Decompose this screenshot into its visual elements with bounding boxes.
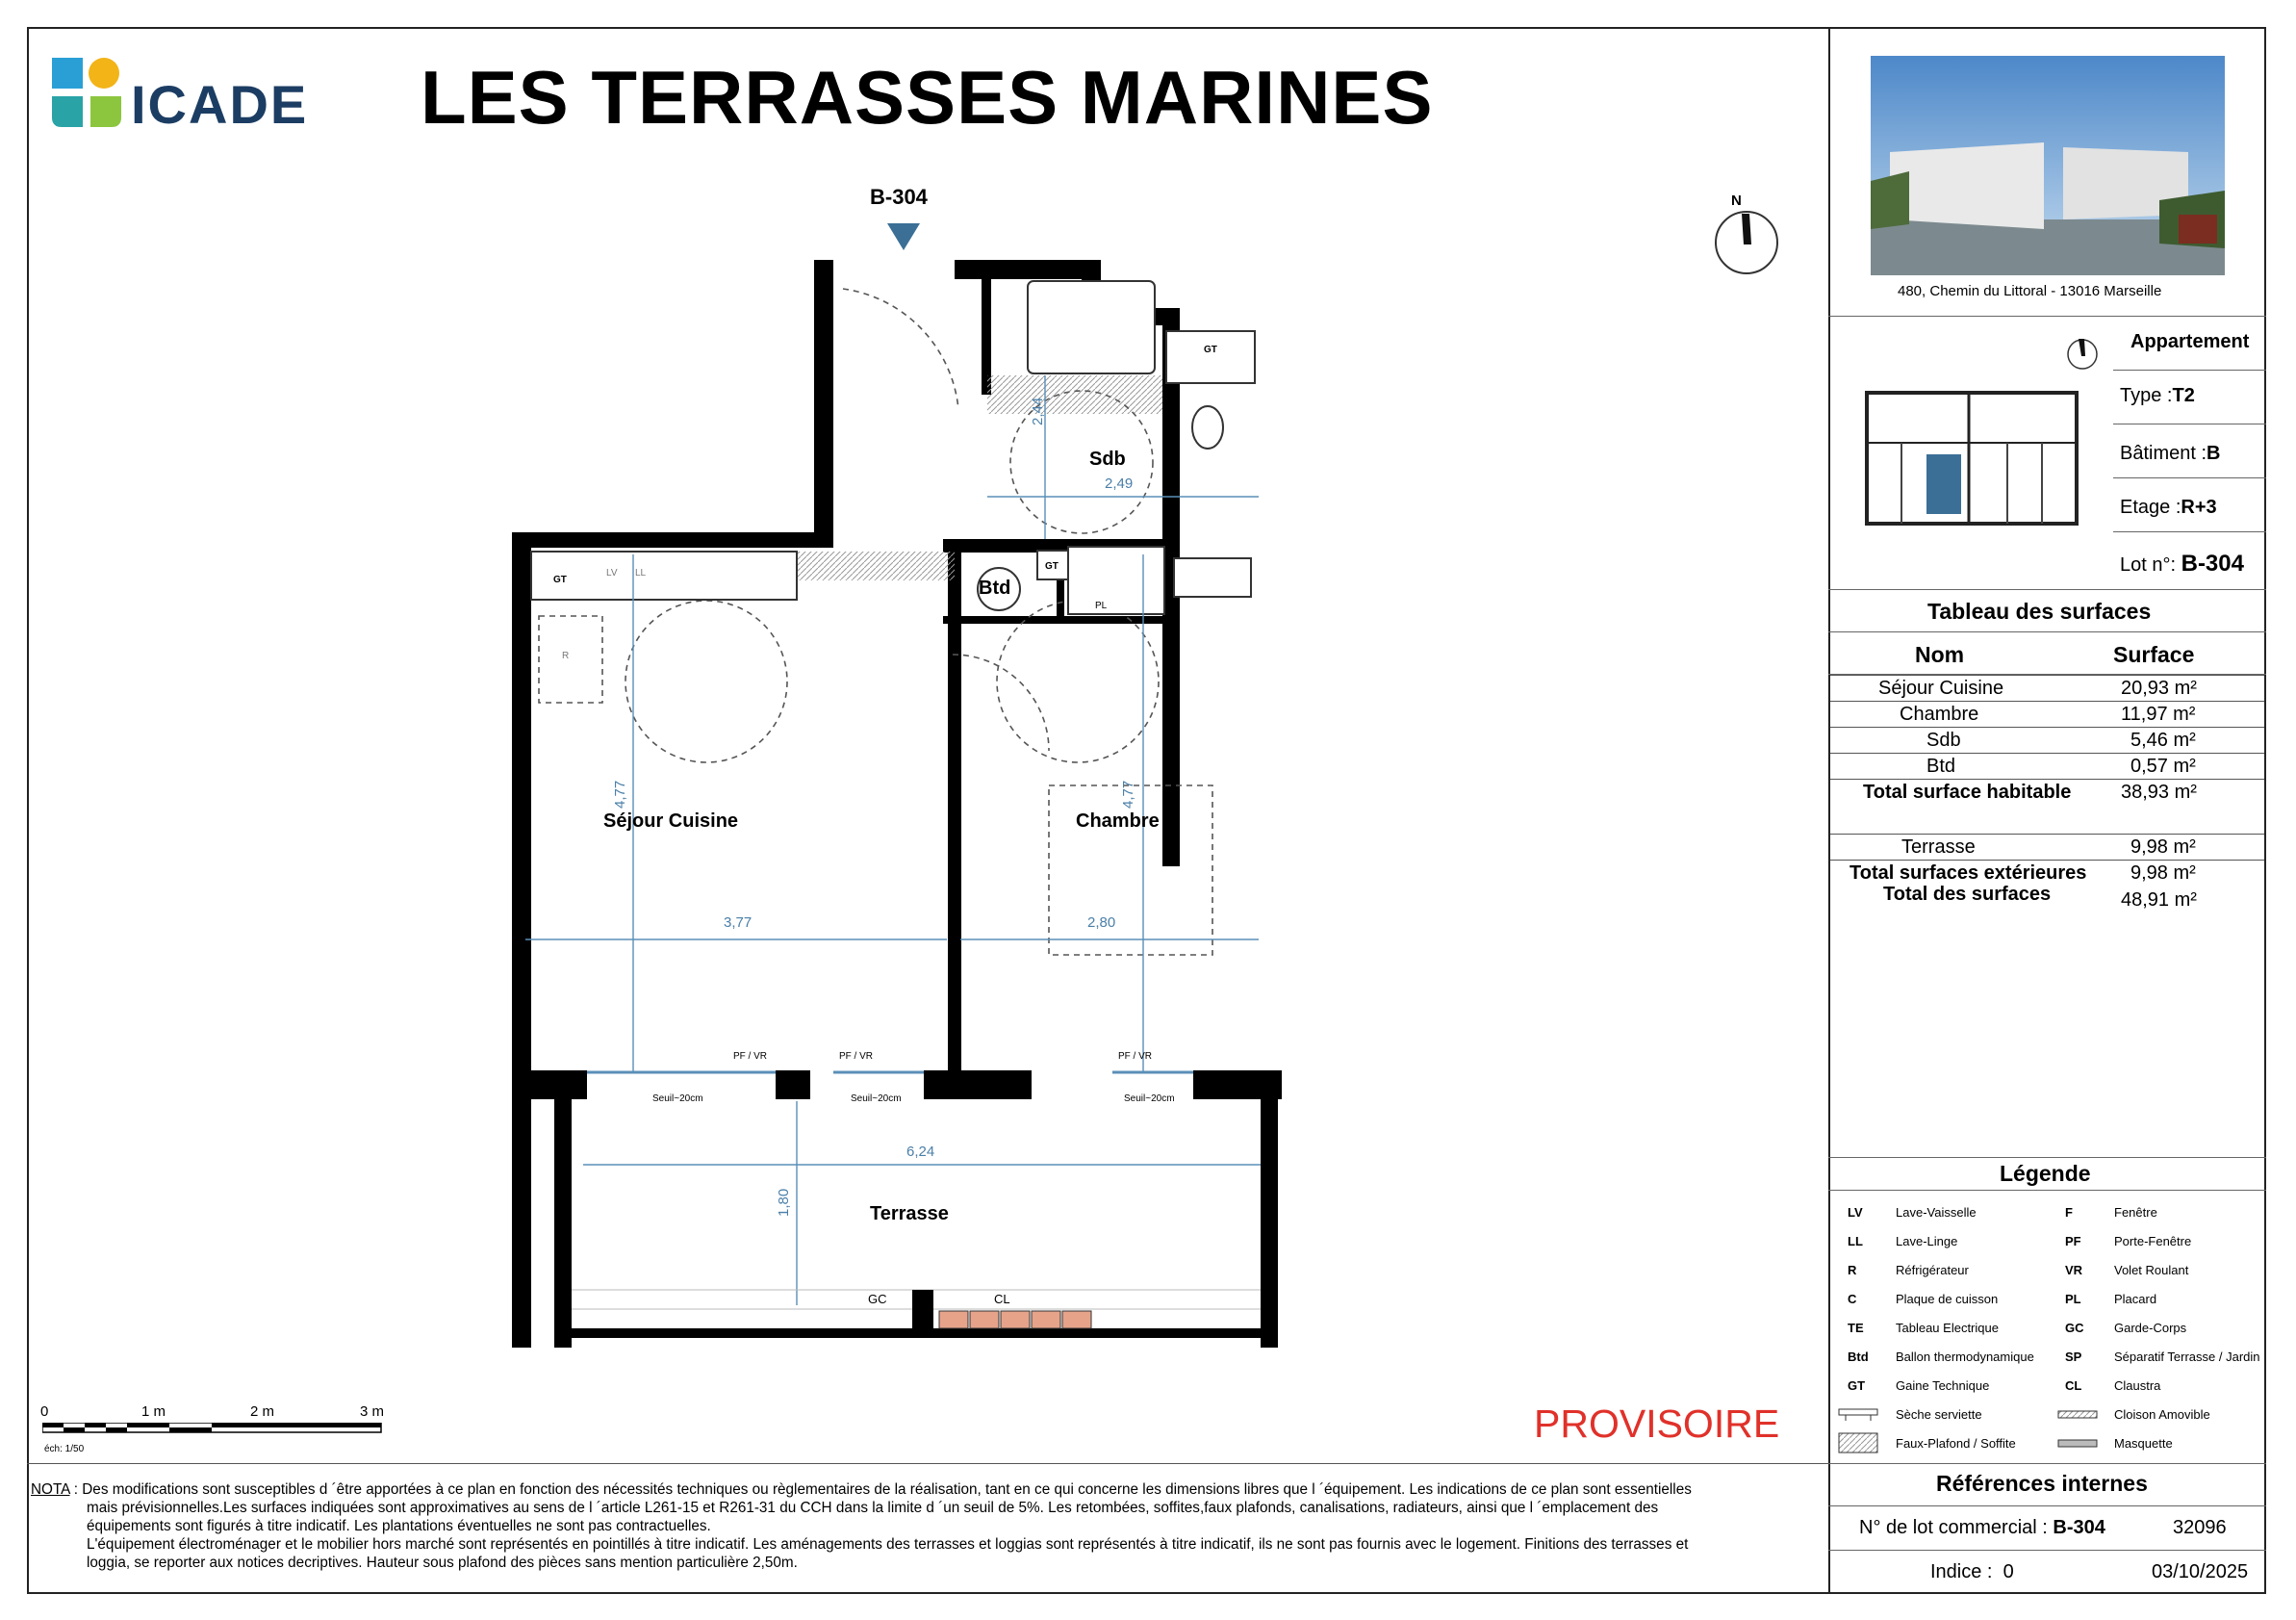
legend-text: Lave-Linge bbox=[1896, 1234, 1958, 1248]
surface-row-name: Chambre bbox=[1900, 704, 1979, 725]
terrasse-row bbox=[1830, 834, 2264, 861]
lot-label: Lot n°: bbox=[2120, 554, 2177, 576]
claustra bbox=[970, 1311, 999, 1328]
claustra bbox=[1062, 1311, 1091, 1328]
wall bbox=[912, 1290, 933, 1332]
soffit bbox=[987, 375, 1162, 414]
date: 03/10/2025 bbox=[2152, 1561, 2249, 1582]
surface-row-name: Btd bbox=[1926, 756, 1956, 777]
type-value: T2 bbox=[2172, 385, 2195, 406]
legend-text: Masquette bbox=[2114, 1436, 2173, 1451]
window-label: PF / VR bbox=[733, 1051, 768, 1062]
window-label: PF / VR bbox=[1118, 1051, 1153, 1062]
total-ext-row bbox=[1830, 860, 2264, 887]
gt-label: GT bbox=[553, 575, 567, 585]
note-line: L'équipement électroménager et le mobilier hors marché sont représentés en pointillés à titre indicatif. Les aménagements des terrasses et loggias sont représentés à titre indicatif, ils ne sont pas fournis avec le logement. Finitions des terrasses et bbox=[87, 1536, 1689, 1553]
note-divider bbox=[27, 1463, 1828, 1464]
kitchen-counter bbox=[531, 552, 797, 600]
scale-bar bbox=[42, 1423, 389, 1436]
towel-dryer-icon bbox=[1838, 1407, 1878, 1423]
total-ext-label: Total surfaces extérieures bbox=[1850, 862, 2087, 884]
icade-logo-icon bbox=[48, 54, 125, 131]
wall bbox=[512, 532, 833, 548]
wall bbox=[554, 1097, 572, 1348]
divider bbox=[1828, 316, 2266, 317]
ref-code: 32096 bbox=[2173, 1517, 2227, 1538]
dim-chambre-height: 4,77 bbox=[1120, 780, 1136, 809]
surface-row-value: 5,46 m² bbox=[2130, 730, 2196, 751]
seuil-label: Seuil~20cm bbox=[1124, 1093, 1175, 1104]
etage-value: R+3 bbox=[2181, 497, 2217, 518]
legend-text: Porte-Fenêtre bbox=[2114, 1234, 2192, 1248]
divider bbox=[1828, 1463, 2266, 1464]
seuil-label: Seuil~20cm bbox=[851, 1093, 902, 1104]
etage-row bbox=[2120, 497, 2217, 519]
scale-ratio: éch: 1/50 bbox=[44, 1444, 85, 1454]
divider bbox=[1828, 1550, 2266, 1551]
building-render-image bbox=[1871, 56, 2225, 275]
total-value: 48,91 m² bbox=[2121, 889, 2197, 911]
room-label-btd: Btd bbox=[979, 578, 1011, 599]
total-habitable-row bbox=[1830, 779, 2264, 828]
divider bbox=[1828, 1190, 2266, 1191]
turning-circle bbox=[625, 601, 787, 762]
wall bbox=[776, 1070, 810, 1099]
fridge-outline bbox=[539, 616, 602, 703]
total-habitable-label: Total surface habitable bbox=[1863, 782, 2072, 803]
gc-label: GC bbox=[868, 1292, 887, 1306]
wall bbox=[814, 260, 833, 544]
lot-marker-label: B-304 bbox=[870, 185, 928, 209]
gt-label: GT bbox=[1204, 345, 1217, 355]
dim-chambre-width: 2,80 bbox=[1087, 914, 1116, 931]
brand-name: ICADE bbox=[131, 74, 309, 135]
terrasse-row-label: Terrasse bbox=[1901, 836, 1976, 858]
surface-row bbox=[1830, 675, 2264, 702]
terrasse-row-value: 9,98 m² bbox=[2130, 836, 2196, 858]
note-label: NOTA bbox=[31, 1481, 70, 1498]
masquette-icon bbox=[2057, 1438, 2098, 1450]
lv-label: LV bbox=[606, 568, 618, 579]
legend-code: TE bbox=[1848, 1321, 1864, 1335]
lot-marker-arrow-icon bbox=[887, 223, 920, 250]
surface-row bbox=[1830, 701, 2264, 728]
legend-text: Tableau Electrique bbox=[1896, 1321, 1999, 1335]
divider bbox=[2113, 370, 2266, 371]
legend-text: Garde-Corps bbox=[2114, 1321, 2187, 1335]
legend-code: C bbox=[1848, 1292, 1857, 1306]
claustra bbox=[1032, 1311, 1060, 1328]
legend-text: Ballon thermodynamique bbox=[1896, 1350, 2034, 1364]
surface-row-value: 11,97 m² bbox=[2121, 704, 2196, 725]
legend-code: R bbox=[1848, 1263, 1857, 1277]
col-nom-header: Nom bbox=[1915, 642, 1965, 667]
wall bbox=[955, 260, 1101, 279]
indice-label: Indice : bbox=[1930, 1561, 1993, 1582]
claustra bbox=[939, 1311, 968, 1328]
legend-text: Séparatif Terrasse / Jardin bbox=[2114, 1350, 2260, 1364]
room-label-terrasse: Terrasse bbox=[870, 1203, 949, 1224]
total-habitable-value: 38,93 m² bbox=[2121, 782, 2197, 803]
batiment-row bbox=[2120, 443, 2221, 465]
note-line: loggia, se reporter aux notices decriptives. Hauteur sous plafond des pièces sans mention particulière 2,50m. bbox=[87, 1555, 798, 1571]
legend-text: Placard bbox=[2114, 1292, 2157, 1306]
room-label-sejour: Séjour Cuisine bbox=[603, 810, 739, 832]
soffit-icon bbox=[1838, 1432, 1878, 1453]
legend-text: Claustra bbox=[2114, 1378, 2161, 1393]
legend-code: CL bbox=[2065, 1378, 2082, 1393]
surface-row bbox=[1830, 727, 2264, 754]
note-line: mais prévisionnelles.Les surfaces indiquées sont approximatives au sens de l ´article L261-15 et R261-31 du CCH dans la limite d ´un seuil de 5%. Les retombées, soffites,faux plafonds, canalisations, radiateurs, ainsi que l ´emplacement des bbox=[87, 1500, 1659, 1516]
page-title: LES TERRASSES MARINES bbox=[421, 55, 1434, 140]
legend-code: VR bbox=[2065, 1263, 2083, 1277]
type-label: Type : bbox=[2120, 385, 2173, 406]
legend-code: LL bbox=[1848, 1234, 1863, 1248]
indice-value: 0 bbox=[2003, 1561, 2014, 1582]
dim-sejour-height: 4,77 bbox=[612, 780, 628, 809]
sink bbox=[1174, 558, 1251, 597]
legend-text: Réfrigérateur bbox=[1896, 1263, 1969, 1277]
legend-title: Légende bbox=[2000, 1161, 2091, 1186]
indice bbox=[1930, 1561, 2014, 1583]
lot-commercial-value: B-304 bbox=[2053, 1517, 2105, 1538]
legend-code: SP bbox=[2065, 1350, 2082, 1364]
legend-code: F bbox=[2065, 1205, 2073, 1220]
legend-text: Gaine Technique bbox=[1896, 1378, 1990, 1393]
dim-sejour-width: 3,77 bbox=[724, 914, 753, 931]
address: 480, Chemin du Littoral - 13016 Marseille bbox=[1898, 283, 2162, 299]
dim-terrasse-width: 6,24 bbox=[906, 1144, 935, 1160]
scale-tick: 0 bbox=[40, 1403, 49, 1420]
legend-code: GT bbox=[1848, 1378, 1866, 1393]
seuil-label: Seuil~20cm bbox=[652, 1093, 703, 1104]
surface-row bbox=[1830, 753, 2264, 780]
etage-label: Etage : bbox=[2120, 497, 2181, 518]
divider bbox=[2127, 1505, 2128, 1506]
divider bbox=[2113, 477, 2266, 478]
divider bbox=[2113, 316, 2114, 317]
surface-row-name: Séjour Cuisine bbox=[1878, 678, 2004, 699]
gt-label: GT bbox=[1045, 561, 1059, 572]
dim-sdb-height: 2,44 bbox=[1030, 397, 1046, 425]
note-line: : Des modifications sont susceptibles d ´être apportées à ce plan en fonction des nécessités techniques ou règlementaires de la réalisation, tant en ce qui concerne les dimensions libres que l ´équipement. Les indications de ce plan sont essentielles bbox=[73, 1481, 1692, 1498]
legend-code: Btd bbox=[1848, 1350, 1869, 1364]
surfaces-title: Tableau des surfaces bbox=[1927, 599, 2152, 624]
surface-row-value: 0,57 m² bbox=[2130, 756, 2196, 777]
door-swing bbox=[953, 655, 1049, 751]
window-label: PF / VR bbox=[839, 1051, 874, 1062]
lot-commercial bbox=[1859, 1517, 2105, 1539]
placard-label: PL bbox=[1095, 601, 1108, 611]
type-row bbox=[2120, 385, 2195, 407]
legend-text: Sèche serviette bbox=[1896, 1407, 1982, 1422]
shower bbox=[1028, 281, 1155, 373]
batiment-value: B bbox=[2207, 443, 2221, 464]
ll-label: LL bbox=[635, 568, 647, 579]
lot-value: B-304 bbox=[2181, 551, 2244, 577]
note-line: équipements sont figurés à titre indicatif. Les plantations éventuelles ne sont pas contractuelles. bbox=[87, 1518, 711, 1534]
provisoire-stamp: PROVISOIRE bbox=[1534, 1401, 1780, 1446]
turning-circle bbox=[997, 601, 1159, 762]
legend-text: Volet Roulant bbox=[2114, 1263, 2189, 1277]
room-label-sdb: Sdb bbox=[1089, 449, 1126, 470]
legend-text: Lave-Vaisselle bbox=[1896, 1205, 1977, 1220]
batiment-label: Bâtiment : bbox=[2120, 443, 2207, 464]
legend-text: Faux-Plafond / Soffite bbox=[1896, 1436, 2016, 1451]
lot-row bbox=[2120, 551, 2244, 578]
key-plan-image bbox=[1863, 385, 2080, 533]
placard bbox=[1068, 547, 1164, 614]
claustra bbox=[1001, 1311, 1030, 1328]
room-label-chambre: Chambre bbox=[1076, 810, 1160, 832]
toilet bbox=[1192, 406, 1223, 449]
appartement-heading: Appartement bbox=[2130, 331, 2250, 352]
divider bbox=[2088, 631, 2089, 632]
north-arrow-small-icon bbox=[2065, 333, 2100, 373]
divider bbox=[1828, 631, 2266, 632]
total-label: Total des surfaces bbox=[1883, 884, 2052, 905]
north-label: N bbox=[1731, 193, 1742, 209]
gt-box bbox=[1166, 331, 1255, 383]
dim-terrasse-height: 1,80 bbox=[776, 1188, 792, 1217]
legend-text: Fenêtre bbox=[2114, 1205, 2157, 1220]
wall bbox=[924, 1070, 1032, 1099]
scale-tick: 1 m bbox=[141, 1403, 166, 1420]
legend-text: Plaque de cuisson bbox=[1896, 1292, 1999, 1306]
surface-row-name: Sdb bbox=[1926, 730, 1961, 751]
fridge-label: R bbox=[562, 651, 570, 661]
legend-code: PL bbox=[2065, 1292, 2081, 1306]
dim-sdb-width: 2,49 bbox=[1105, 476, 1134, 492]
door-swing bbox=[843, 289, 958, 409]
col-surface-header: Surface bbox=[2113, 642, 2195, 667]
surface-row-value: 20,93 m² bbox=[2121, 678, 2197, 699]
legend-text: Cloison Amovible bbox=[2114, 1407, 2210, 1422]
refs-title: Références internes bbox=[1936, 1471, 2148, 1496]
total-ext-value: 9,98 m² bbox=[2130, 862, 2196, 884]
divider bbox=[1828, 589, 2266, 590]
divider bbox=[1828, 1505, 2266, 1506]
north-arrow-icon bbox=[1713, 193, 1780, 279]
legend-code: GC bbox=[2065, 1321, 2084, 1335]
cl-label: CL bbox=[994, 1292, 1010, 1306]
wall bbox=[1261, 1070, 1278, 1348]
lot-commercial-label: N° de lot commercial : bbox=[1859, 1517, 2048, 1538]
divider bbox=[1828, 1157, 2266, 1158]
scale-tick: 2 m bbox=[250, 1403, 275, 1420]
legend-code: PF bbox=[2065, 1234, 2081, 1248]
removable-partition-icon bbox=[2057, 1409, 2098, 1421]
wall bbox=[982, 260, 991, 395]
scale-tick: 3 m bbox=[360, 1403, 385, 1420]
divider bbox=[2113, 531, 2266, 532]
legend-code: LV bbox=[1848, 1205, 1863, 1220]
note-block bbox=[31, 1480, 1792, 1572]
wall bbox=[512, 1070, 587, 1099]
